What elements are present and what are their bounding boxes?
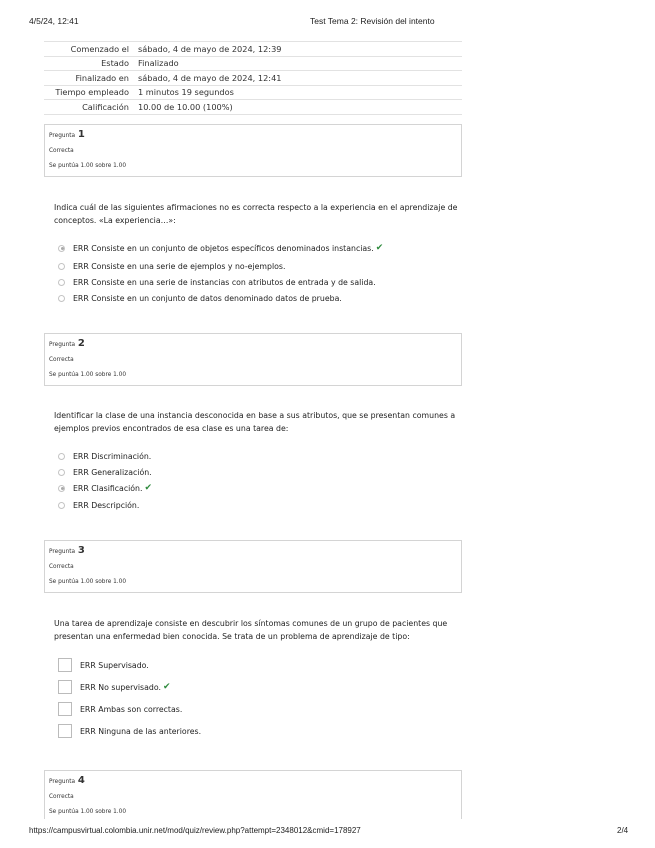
summary-label: Finalizado en	[75, 72, 129, 83]
answer-label: ERR Ninguna de las anteriores.	[80, 726, 202, 736]
answer-option[interactable]	[58, 450, 151, 462]
radio-button[interactable]	[58, 469, 65, 476]
summary-label: Comenzado el	[70, 43, 129, 54]
answer-checkbox[interactable]	[58, 680, 72, 694]
summary-label: Calificación	[82, 101, 129, 112]
answer-label: ERR Supervisado.	[80, 660, 149, 670]
answer-option[interactable]	[80, 702, 182, 716]
question-1-text: Indica cuál de las siguientes afirmaciones no es correcta respecto a la experiencia en el aprendizaje de conceptos. «La experiencia…»:	[54, 203, 458, 225]
answer-option[interactable]	[58, 482, 152, 494]
summary-value: 10.00 de 10.00 (100%)	[138, 101, 233, 112]
radio-button[interactable]	[58, 295, 65, 302]
check-icon: ✔	[144, 483, 153, 493]
page-number: 2/4	[617, 826, 629, 835]
summary-row-finished	[44, 71, 462, 86]
answer-label: ERR Consiste en una serie de ejemplos y no-ejemplos.	[73, 261, 286, 271]
answer-label: ERR Generalización.	[73, 467, 152, 477]
question-state: Correcta	[49, 148, 74, 154]
answer-option[interactable]	[58, 466, 152, 478]
answer-label: ERR Descripción.	[73, 500, 140, 510]
question-2-info	[44, 333, 462, 386]
answer-option[interactable]	[80, 680, 171, 694]
answer-option[interactable]	[58, 242, 383, 254]
answer-label: ERR No supervisado.	[80, 682, 161, 692]
summary-row-started	[44, 42, 462, 57]
answer-option[interactable]	[80, 658, 149, 672]
radio-button[interactable]	[58, 263, 65, 270]
question-number: Pregunta 2	[49, 338, 85, 349]
answer-label: ERR Clasificación.	[73, 483, 143, 493]
answer-label: ERR Consiste en una serie de instancias con atributos de entrada y de salida.	[73, 277, 376, 287]
summary-value: Finalizado	[138, 58, 179, 69]
check-icon: ✔	[162, 682, 171, 692]
check-icon: ✔	[375, 243, 384, 253]
page-url: https://campusvirtual.colombia.unir.net/mod/quiz/review.php?attempt=2348012&cmid=178927	[29, 826, 361, 835]
print-datetime: 4/5/24, 12:41	[29, 16, 79, 26]
answer-label: ERR Consiste en un conjunto de objetos específicos denominados instancias.	[73, 243, 374, 253]
question-grade: Se puntúa 1.00 sobre 1.00	[49, 809, 127, 815]
radio-button[interactable]	[58, 453, 65, 460]
summary-label: Tiempo empleado	[55, 87, 129, 98]
answer-option[interactable]	[58, 499, 139, 511]
question-state: Correcta	[49, 564, 74, 570]
question-4-info	[44, 770, 462, 819]
question-grade: Se puntúa 1.00 sobre 1.00	[49, 579, 127, 585]
answer-option[interactable]	[58, 276, 376, 288]
radio-button[interactable]	[58, 279, 65, 286]
question-number: Pregunta 1	[49, 129, 85, 140]
answer-label: ERR Ambas son correctas.	[80, 704, 183, 714]
summary-row-time	[44, 85, 462, 100]
answer-option[interactable]	[58, 292, 342, 304]
question-2-text: Identificar la clase de una instancia desconocida en base a sus atributos, que se presentan comunes a ejemplos previos encontrados de esa clase es una tarea de:	[54, 411, 456, 433]
attempt-summary-table	[44, 41, 462, 115]
question-state: Correcta	[49, 794, 74, 800]
summary-row-status	[44, 56, 462, 71]
answer-option[interactable]	[58, 260, 285, 272]
summary-value: sábado, 4 de mayo de 2024, 12:41	[138, 72, 282, 83]
question-3-info	[44, 540, 462, 593]
answer-checkbox[interactable]	[58, 724, 72, 738]
answer-option[interactable]	[80, 724, 201, 738]
radio-button[interactable]	[58, 502, 65, 509]
question-grade: Se puntúa 1.00 sobre 1.00	[49, 372, 127, 378]
page-title: Test Tema 2: Revisión del intento	[310, 16, 435, 26]
question-grade: Se puntúa 1.00 sobre 1.00	[49, 163, 127, 169]
answer-label: ERR Discriminación.	[73, 451, 152, 461]
summary-value: 1 minutos 19 segundos	[138, 87, 234, 98]
summary-row-grade	[44, 100, 462, 115]
summary-value: sábado, 4 de mayo de 2024, 12:39	[138, 43, 282, 54]
question-1-info	[44, 124, 462, 177]
answer-label: ERR Consiste en un conjunto de datos denominado datos de prueba.	[73, 293, 342, 303]
question-number: Pregunta 3	[49, 545, 85, 556]
question-state: Correcta	[49, 357, 74, 363]
answer-checkbox[interactable]	[58, 658, 72, 672]
radio-button[interactable]	[58, 485, 65, 492]
answer-checkbox[interactable]	[58, 702, 72, 716]
question-3-text: Una tarea de aprendizaje consiste en descubrir los síntomas comunes de un grupo de pacientes que presentan una enfermedad bien conocida. Se trata de un problema de aprendizaje de tipo:	[54, 619, 448, 641]
radio-button[interactable]	[58, 245, 65, 252]
summary-label: Estado	[101, 58, 129, 69]
question-number: Pregunta 4	[49, 775, 85, 786]
